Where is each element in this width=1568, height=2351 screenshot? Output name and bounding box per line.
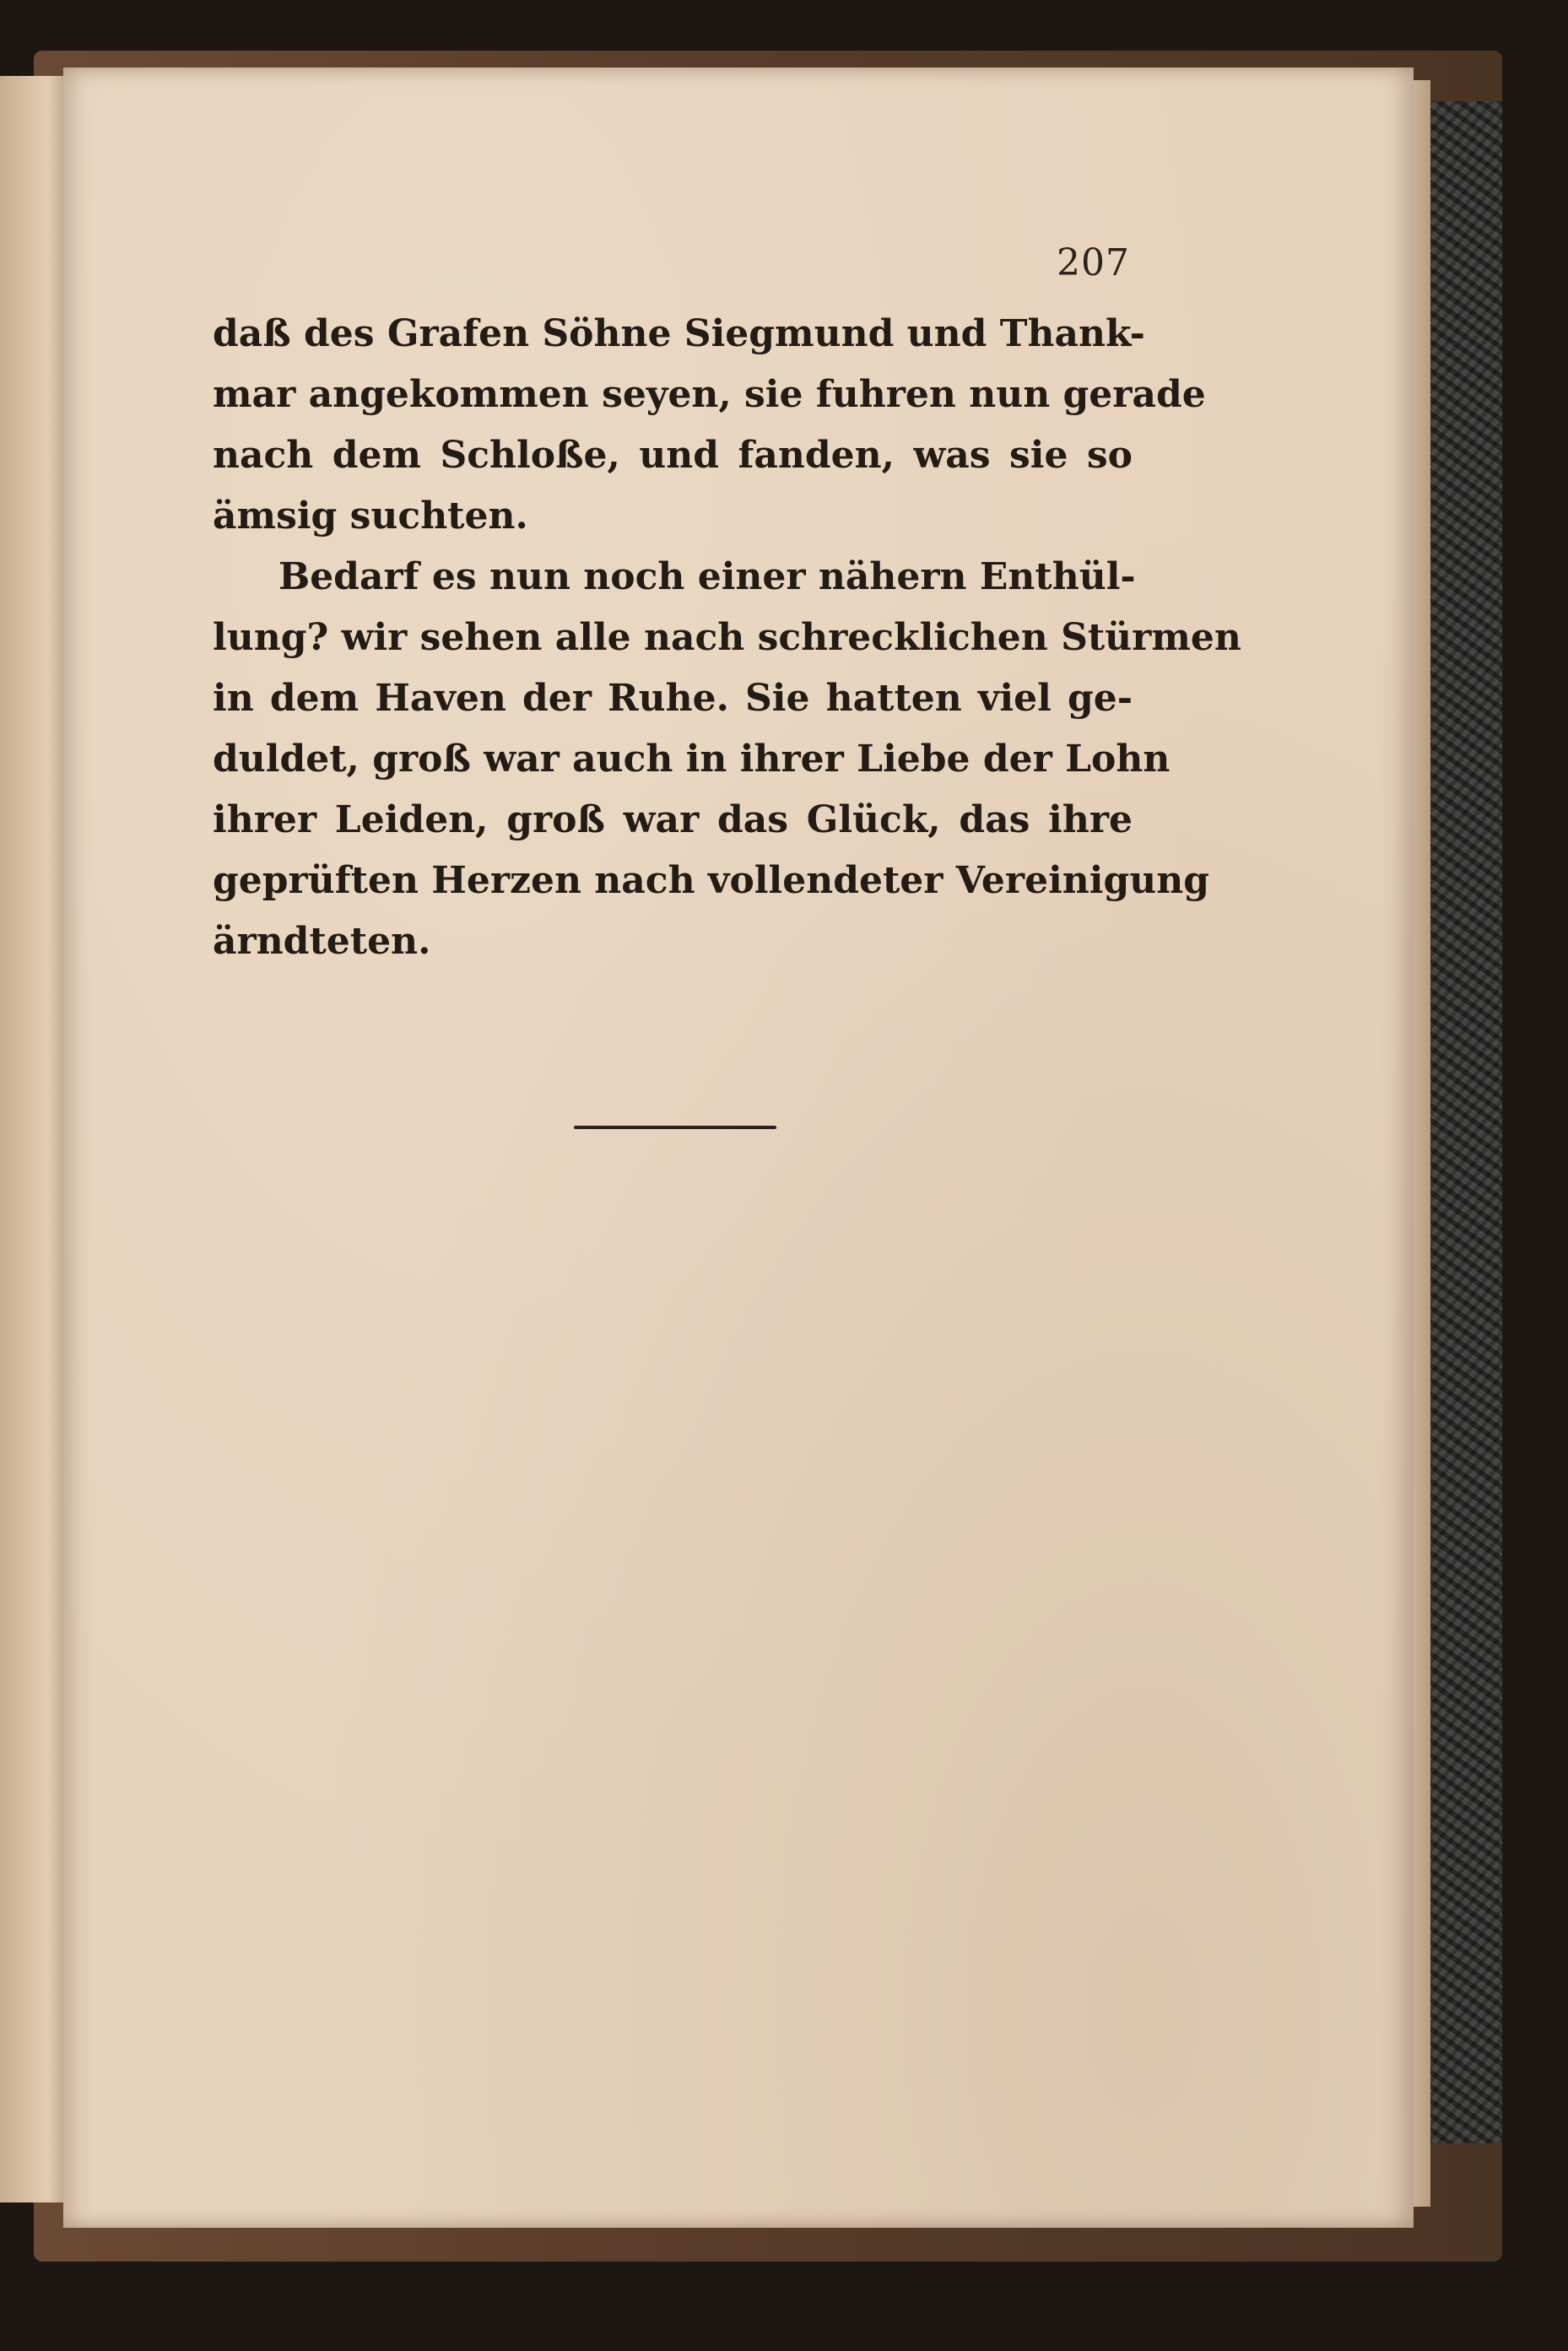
text-line: daß des Grafen Söhne Siegmund und Thank- xyxy=(213,312,1145,355)
text-line: Bedarf es nun noch einer nähern Enthül- xyxy=(278,555,1136,598)
text-line: duldet, groß war auch in ihrer Liebe der Lohn xyxy=(213,738,1171,781)
page-number: 207 xyxy=(1057,241,1130,284)
text-line: nach dem Schloße, und fanden, was sie so xyxy=(213,434,1133,477)
text-line: ämsig suchten. xyxy=(213,495,528,538)
left-page-edge xyxy=(0,76,68,2202)
text-line: ihrer Leiden, groß war das Glück, das ihre xyxy=(213,798,1133,841)
end-rule xyxy=(574,1126,776,1129)
text-line: lung? wir sehen alle nach schrecklichen Stürmen xyxy=(213,616,1241,659)
text-line: geprüften Herzen nach vollendeter Vereinigung xyxy=(213,859,1209,902)
text-line: ärndteten. xyxy=(213,920,431,963)
body-text xyxy=(213,304,1241,972)
text-line: mar angekommen seyen, sie fuhren nun gerade xyxy=(213,373,1206,416)
text-line: in dem Haven der Ruhe. Sie hatten viel ge- xyxy=(213,677,1133,720)
